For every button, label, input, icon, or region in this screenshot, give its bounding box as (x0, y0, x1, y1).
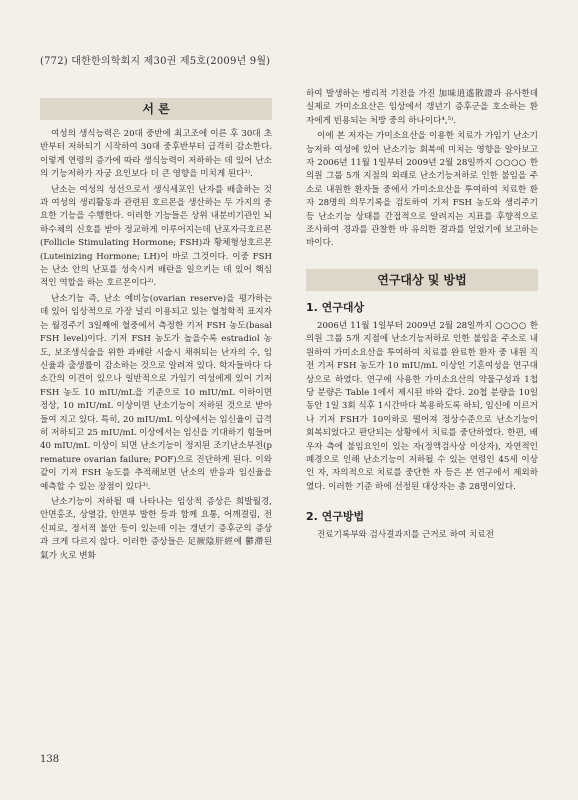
body-paragraph: 진료기록부와 검사결과지를 근거로 하여 치료전 (317, 530, 494, 541)
left-column (40, 88, 272, 565)
subsection-title-subjects: 1. 연구대상 (306, 300, 365, 314)
subsection-title-methods: 2. 연구방법 (306, 510, 365, 524)
body-paragraph: 난소는 여성의 성선으로서 생식세포인 난자를 배출하는 것과 여성의 생리활동과 관련된 호르몬을 생산하는 두 가지의 중요한 기능을 수행한다. 이러한 기능들은 상위 내분비기관인 뇌하수체의 신호를 받아 정교하게 이루어지는데 난포자극호르몬(Follicle Stimulating Hormone; FSH)과 황체형성호르몬(Luteinizing Hormone; LH)이 바로 그것이다. 이중 FSH는 난소 안의 난포를 성숙시켜 배란을 일으키는 데 있어 핵심적인 역할을 하는 호르몬이다²⁾. (40, 184, 272, 289)
page-number: 138 (40, 754, 60, 765)
right-column (306, 88, 538, 545)
body-paragraph: 2006년 11월 1일부터 2009년 2월 28일까지 ○○○○ 한의원 그룹 5개 지점에 난소기능저하로 인한 불임을 주소로 내원하여 가미소요산을 투여하여 치료를 완료한 환자 중 내원 직전 기저 FSH 농도가 10 mIU/mL 이상인 기혼여성을 연구대상으로 하였다. 연구에 사용한 가미소요산의 약물구성과 1첩당 분량은 Table 1에서 제시된 바와 같다. 20첩 분량을 10일 동안 1일 3회 식후 1시간마다 복용하도록 하되, 임신에 이르거나 기저 FSH가 10이하로 떨어져 정상수준으로 난소기능이 회복되었다고 판단되는 상황에서 치료를 중단하였다. 한편, 배우자 측에 불임요인이 있는 자(정액검사상 이상자), 자연적인 폐경으로 인해 난소기능이 저하될 수 있는 연령인 45세 이상인 자, 자의적으로 치료를 중단한 자 등은 본 연구에서 제외하였다. 이러한 기준 하에 선정된 대상자는 총 28명이었다. (306, 320, 538, 492)
body-paragraph: 난소기능 즉, 난소 예비능(ovarian reserve)을 평가하는 데 있어 임상적으로 가장 널리 이용되고 있는 혈청학적 표지자는 월경주기 3일째에 혈중에서 측정한 기저 FSH 농도(basal FSH level)이다. 기저 FSH 농도가 높을수록 estradiol 농도, 보조생식술을 위한 과배란 시술시 채취되는 난자의 수, 임신율과 출생률이 감소하는 것으로 알려져 있다. 학자들마다 다소간의 이견이 있으나 일반적으로 가임기 여성에게 있어 기저 FSH 농도 10 mIU/mL을 기준으로 10 mIU/mL 이하이면 정상, 10 mIU/mL 이상이면 난소기능이 저하된 것으로 받아 들여 지고 있다. 특히, 20 mIU/mL 이상에서는 임신율이 급격히 저하되고 25 mIU/mL 이상에서는 임신을 기대하기 힘들며 40 mIU/mL 이상이 되면 난소기능이 정지된 조기난소부전(premature ovarian failure; POF)으로 진단하게 된다. 이와 같이 기저 FSH 농도를 추적해보면 난소의 반응과 임신율을 예측할 수 있는 장점이 있다³⁾. (40, 293, 272, 492)
running-header: (772) 대한한의학회지 제30권 제5호(2009년 9월) (40, 56, 271, 67)
section-title-methods: 연구대상 및 방법 (306, 269, 538, 291)
body-paragraph: 여성의 생식능력은 20대 중반에 최고조에 이른 후 30대 초반부터 저하되기 시작하여 30대 중후반부터 급격히 감소한다. 이렇게 연령의 증가에 따라 생식능력이 저하하는 데 있어 난소의 기능저하가 자궁 요인보다 더 큰 영향을 미치게 된다¹⁾. (40, 129, 272, 180)
section-title-intro: 서 론 (40, 98, 272, 120)
body-paragraph: 이에 본 저자는 가미소요산을 이용한 치료가 가임기 난소기능저하 여성에 있어 난소기능 회복에 미치는 영향을 알아보고자 2006년 11월 1일부터 2009년 2월 28일까지 ○○○○ 한의원 그룹 5개 지점의 외래로 난소기능저하로 인한 불임을 주소로 내원한 환자들 중에서 가미소요산을 투여하여 치료한 환자 28명의 의무기록을 검토하여 기저 FSH 농도와 생리주기 등 난소기능 상태를 간접적으로 알려지는 지표를 후향적으로 조사하여 경과를 관찰한 바 유의한 결과를 얻었기에 보고하는 바이다. (306, 131, 538, 249)
body-paragraph: 하여 발생하는 병리적 기전을 가진 加味逍遙散證과 유사한데 실제로 가미소요산은 임상에서 갱년기 증후군을 호소하는 환자에게 빈용되는 처방 중의 하나이다⁴,⁵⁾. (306, 89, 538, 126)
body-paragraph: 난소기능이 저하될 때 나타나는 임상적 증상은 희발월경, 안면홍조, 상열감, 안면부 발한 등과 함께 요통, 어깨결림, 전신피로, 정서적 불안 등이 있는데 이는 갱년기 증후군의 증상과 크게 다르지 않다. 이러한 증상들은 足厥陰肝經에 鬱滯된 氣가 火로 변화 (40, 496, 272, 561)
